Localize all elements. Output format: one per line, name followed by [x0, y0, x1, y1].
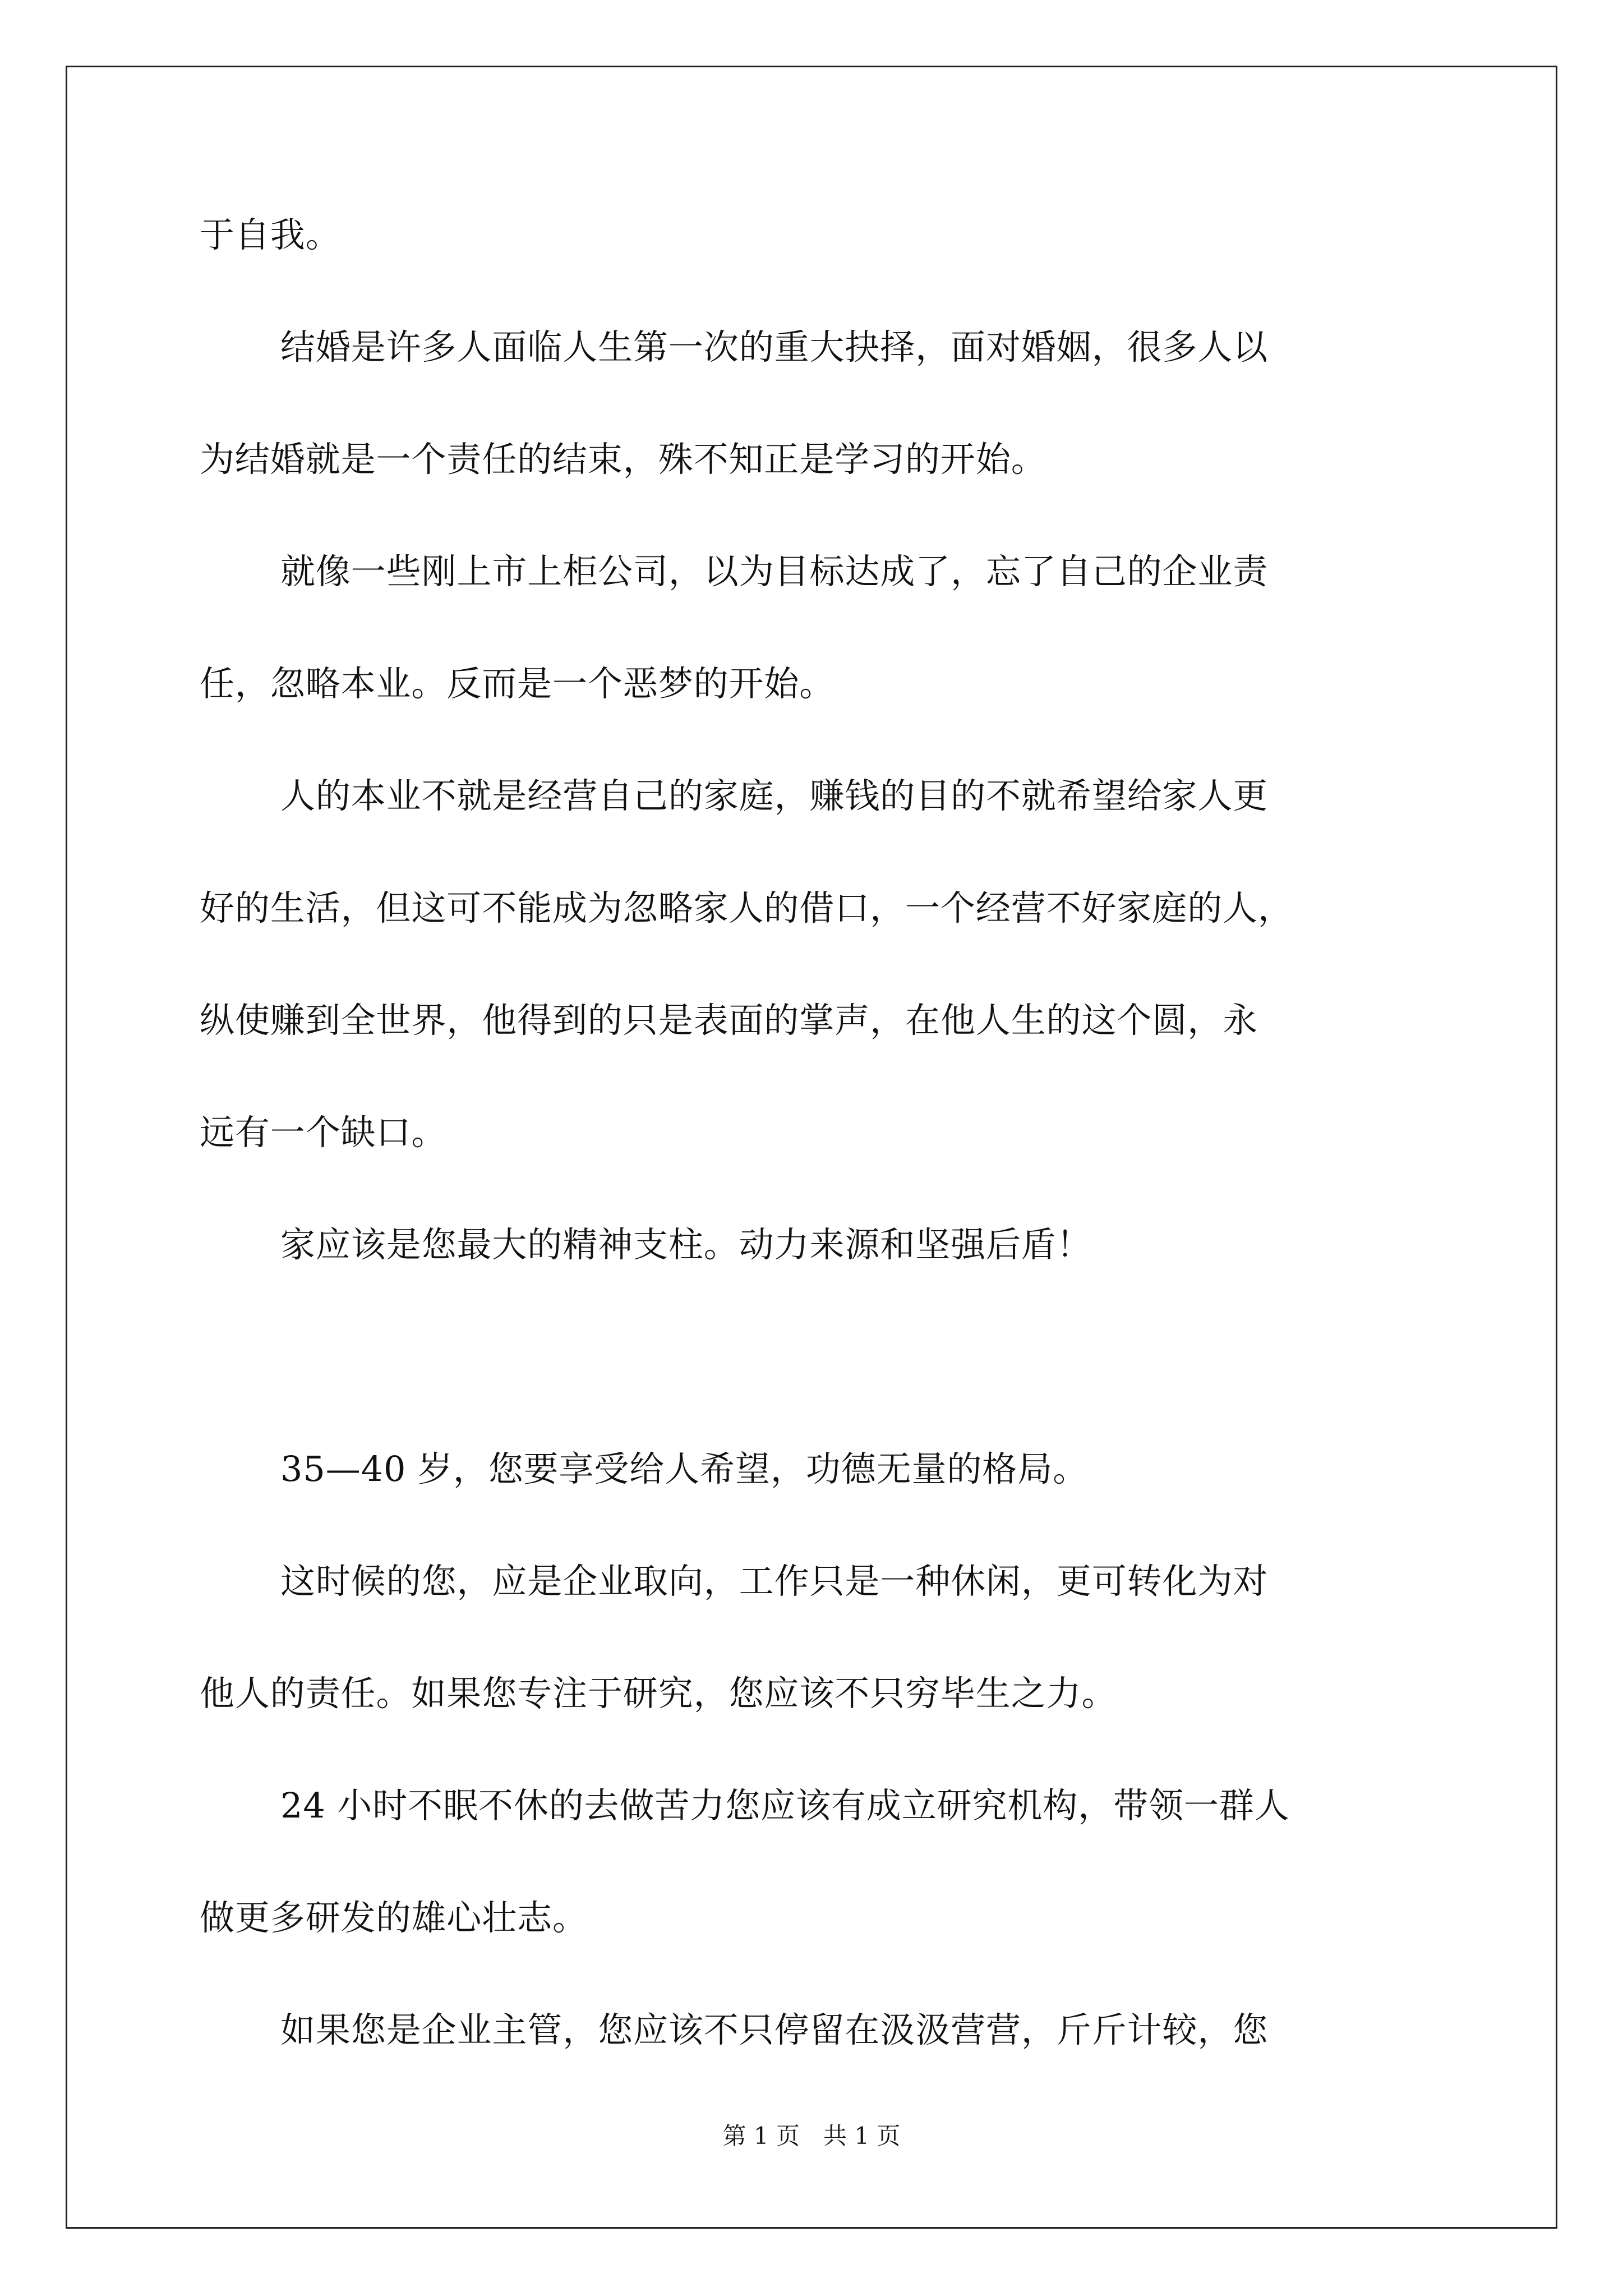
text-line: 就像一些刚上市上柜公司，以为目标达成了，忘了自己的企业责: [280, 551, 1269, 592]
text-line: 好的生活，但这可不能成为忽略家人的借口，一个经营不好家庭的人，: [200, 887, 1293, 928]
text-line: 为结婚就是一个责任的结束，殊不知正是学习的开始。: [200, 439, 1046, 480]
text-line: 35—40 岁，您要享受给人希望，功德无量的格局。: [280, 1448, 1088, 1489]
text-line: 做更多研发的雄心壮志。: [200, 1897, 588, 1938]
text-line: 结婚是许多人面临人生第一次的重大抉择，面对婚姻，很多人以: [280, 326, 1269, 367]
text-line: 如果您是企业主管，您应该不只停留在汲汲营营，斤斤计较，您: [280, 2009, 1269, 2050]
text-line: 24 小时不眠不休的去做苦力您应该有成立研究机构，带领一群人: [280, 1785, 1290, 1826]
text-line: 任，忽略本业。反而是一个恶梦的开始。: [200, 663, 835, 704]
text-line: 人的本业不就是经营自己的家庭，赚钱的目的不就希望给家人更: [280, 775, 1269, 816]
text-line: 他人的责任。如果您专注于研究，您应该不只穷毕生之力。: [200, 1673, 1117, 1714]
page-number-footer: 第 1 页 共 1 页: [722, 2122, 901, 2150]
text-line: 远有一个缺口。: [200, 1112, 447, 1153]
text-line: 于自我。: [200, 214, 341, 255]
text-line: 这时候的您，应是企业取向，工作只是一种休闲，更可转化为对: [280, 1561, 1269, 1602]
text-line: 纵使赚到全世界，他得到的只是表面的掌声，在他人生的这个圆，永: [200, 1000, 1258, 1041]
text-line: 家应该是您最大的精神支柱。动力来源和坚强后盾！: [280, 1224, 1092, 1265]
